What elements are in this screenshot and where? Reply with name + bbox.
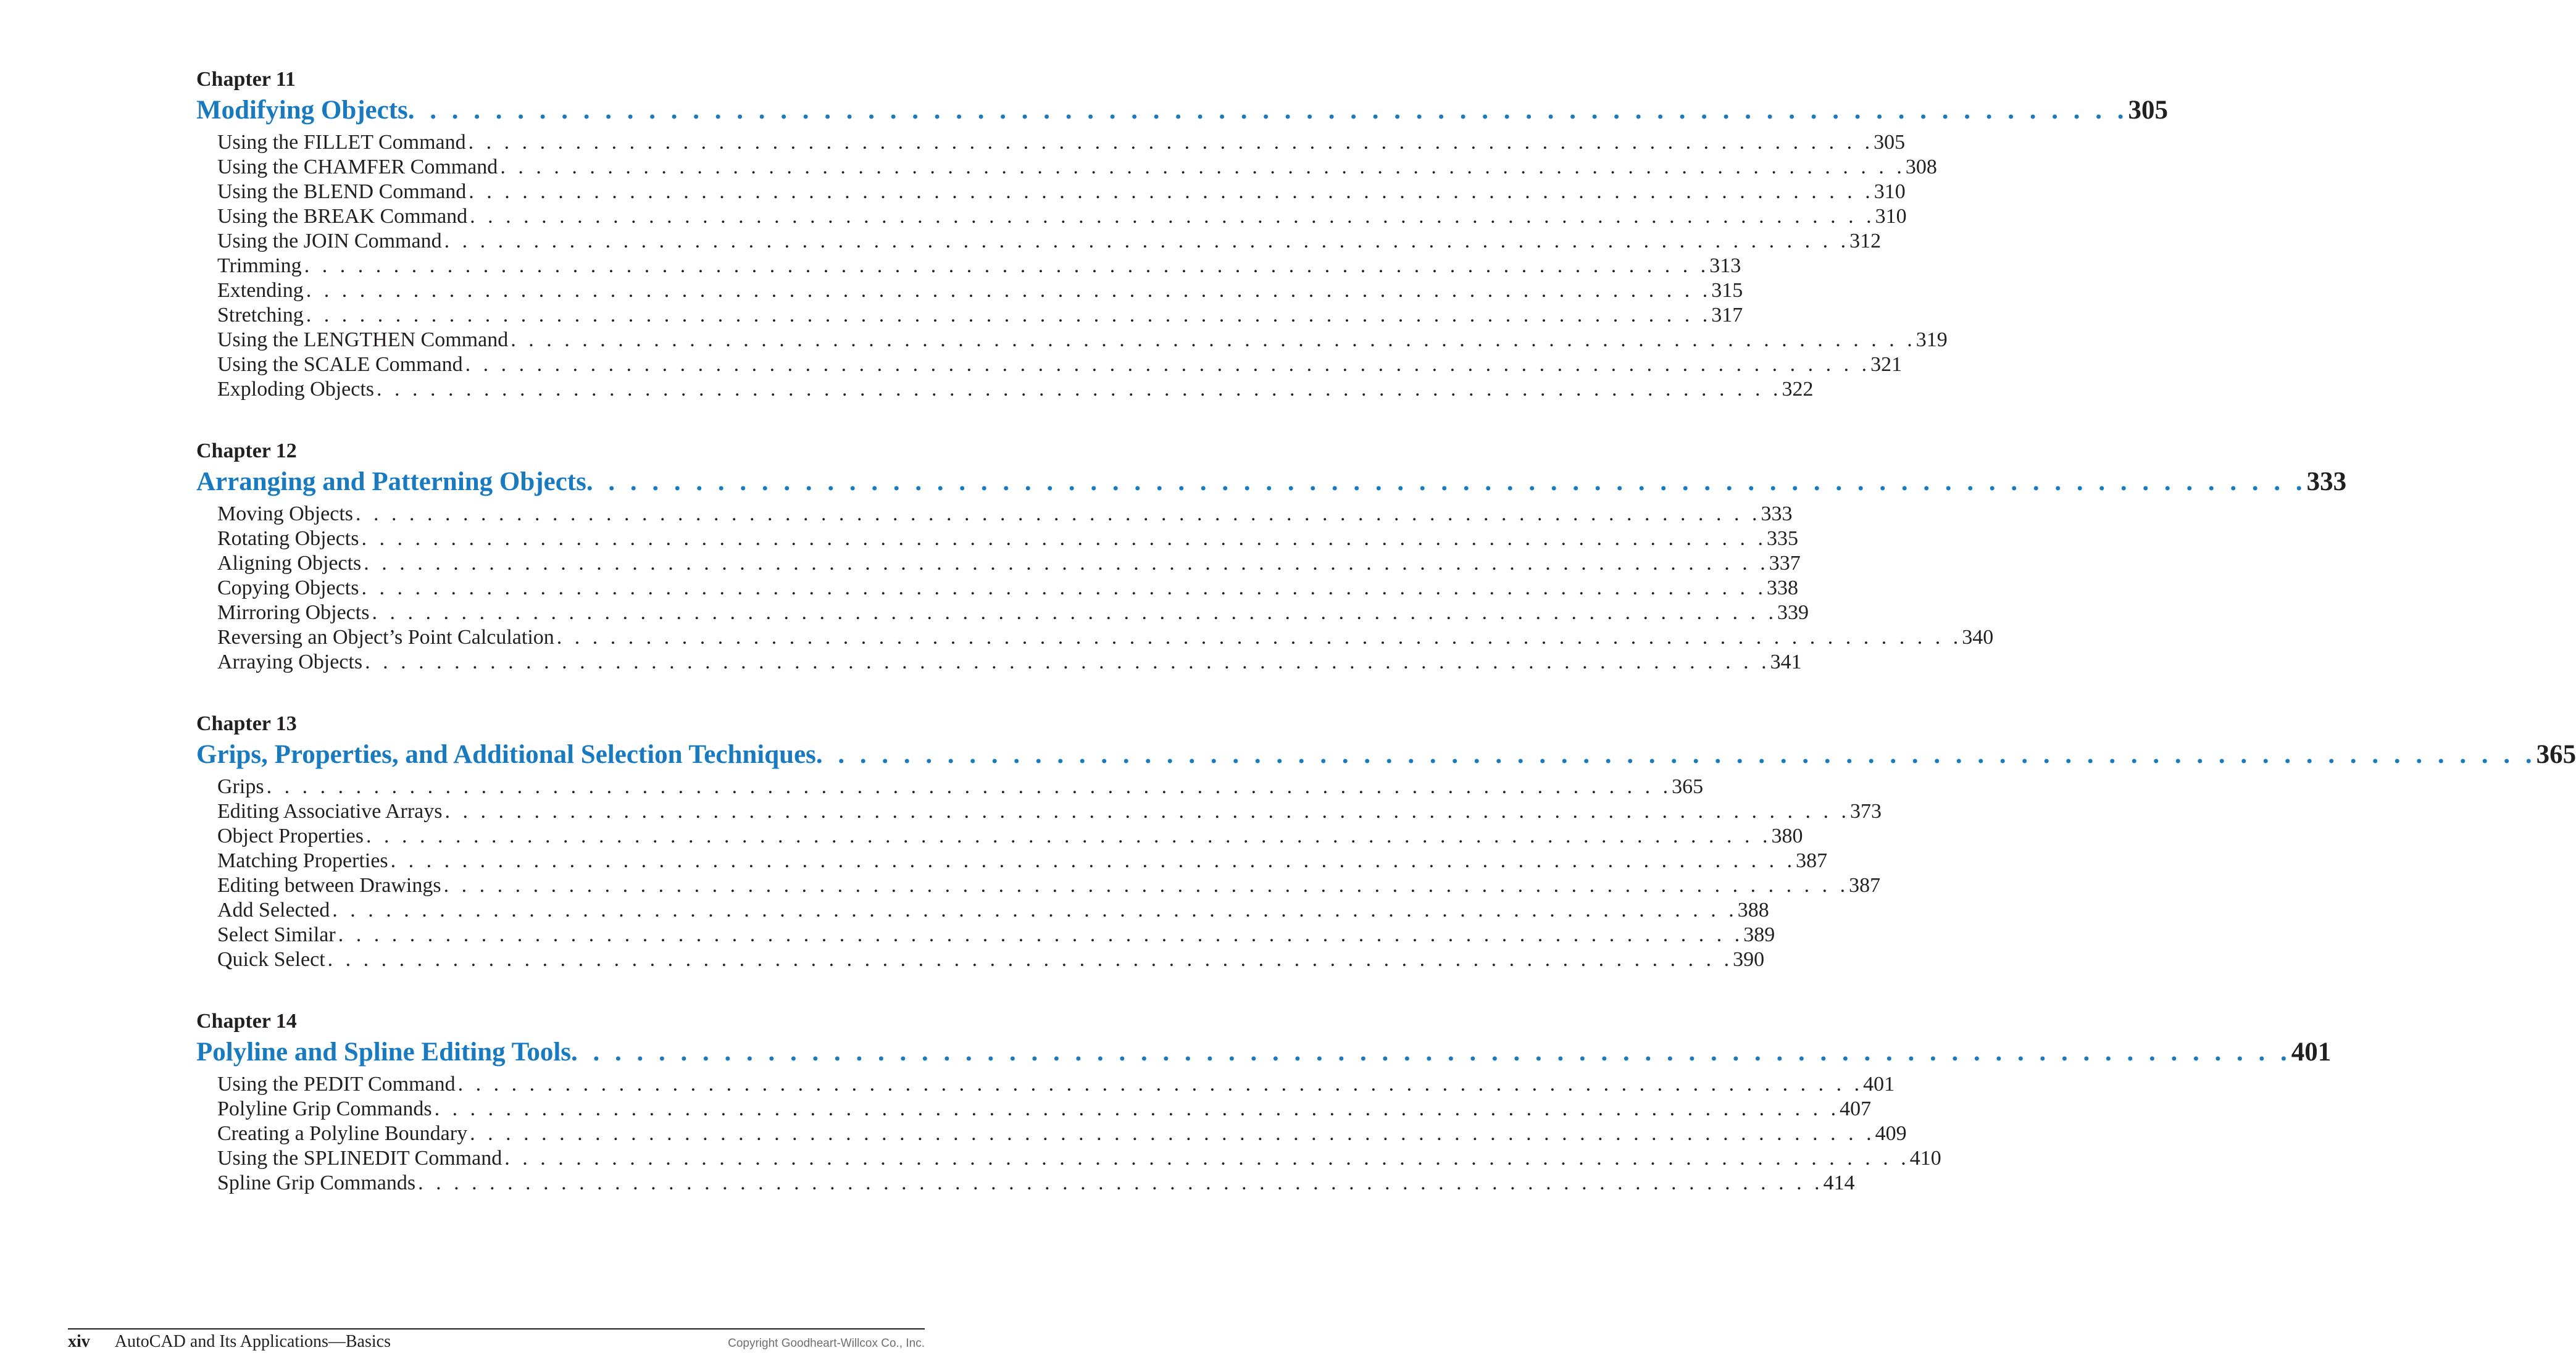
entry-title: Using the PEDIT Command bbox=[217, 1073, 456, 1096]
toc-entry[interactable] bbox=[217, 948, 1765, 973]
toc-entry[interactable] bbox=[217, 156, 1937, 180]
toc-entry[interactable] bbox=[217, 849, 1828, 874]
entry-title: Using the JOIN Command bbox=[217, 230, 442, 252]
page-folio: xiv bbox=[68, 1332, 90, 1351]
entry-page-number: 407 bbox=[1840, 1097, 1872, 1120]
entry-page-number: 373 bbox=[1850, 800, 1882, 823]
entry-title: Matching Properties bbox=[217, 849, 388, 872]
toc-entry[interactable] bbox=[217, 131, 1906, 156]
dot-leader: . . . . . . . . . . . . . . . . . . . . . . . . . . . . . . . . . . . . . . . . . . . . . . . . . . . . . . . . . . . . . . . . . . . . . . . . . . . . . . . bbox=[304, 254, 1710, 277]
entry-title: Using the SPLINEDIT Command bbox=[217, 1147, 502, 1170]
toc-entry[interactable] bbox=[217, 775, 1704, 800]
entry-page-number: 341 bbox=[1770, 651, 1802, 673]
chapter-page-number: 365 bbox=[2536, 740, 2576, 769]
entry-title: Using the BREAK Command bbox=[217, 205, 468, 228]
entry-title: Using the FILLET Command bbox=[217, 131, 466, 154]
dot-leader: . . . . . . . . . . . . . . . . . . . . . . . . . . . . . . . . . . . . . . . . . . . . . . . . . . . . . . . . . . . . . . . . . . . . . . . . . . . . . . . bbox=[586, 467, 2307, 496]
page-footer bbox=[68, 1328, 925, 1352]
toc-entry[interactable] bbox=[217, 651, 1802, 675]
dot-leader: . . . . . . . . . . . . . . . . . . . . . . . . . . . . . . . . . . . . . . . . . . . . . . . . . . . . . . . . . . . . . . . . . . . . . . . . . . . . . . . bbox=[511, 328, 1916, 351]
toc-entry[interactable] bbox=[217, 328, 1948, 353]
entry-title: Using the SCALE Command bbox=[217, 353, 463, 376]
dot-leader: . . . . . . . . . . . . . . . . . . . . . . . . . . . . . . . . . . . . . . . . . . . . . . . . . . . . . . . . . . . . . . . . . . . . . . . . . . . . . . . bbox=[364, 552, 1769, 575]
dot-leader: . . . . . . . . . . . . . . . . . . . . . . . . . . . . . . . . . . . . . . . . . . . . . . . . . . . . . . . . . . . . . . . . . . . . . . . . . . . . . . . bbox=[366, 825, 1772, 847]
entry-title: Editing Associative Arrays bbox=[217, 800, 443, 823]
entry-title: Editing between Drawings bbox=[217, 874, 441, 897]
entry-title: Using the BLEND Command bbox=[217, 180, 467, 203]
entry-page-number: 319 bbox=[1915, 328, 1948, 351]
entry-page-number: 310 bbox=[1874, 180, 1906, 203]
dot-leader: . . . . . . . . . . . . . . . . . . . . . . . . . . . . . . . . . . . . . . . . . . . . . . . . . . . . . . . . . . . . . . . . . . . . . . . . . . . . . . . bbox=[434, 1097, 1840, 1120]
entry-page-number: 310 bbox=[1875, 205, 1907, 228]
toc-entry[interactable] bbox=[217, 180, 1906, 205]
chapter-page-number: 333 bbox=[2306, 467, 2347, 496]
chapter-section bbox=[196, 711, 2576, 973]
toc-entry[interactable] bbox=[217, 923, 1775, 948]
dot-leader: . . . . . . . . . . . . . . . . . . . . . . . . . . . . . . . . . . . . . . . . . . . . . . . . . . . . . . . . . . . . . . . . . . . . . . . . . . . . . . . bbox=[338, 923, 1744, 946]
entry-page-number: 308 bbox=[1905, 156, 1937, 178]
entry-title: Grips bbox=[217, 775, 264, 798]
entry-title: Polyline Grip Commands bbox=[217, 1097, 432, 1120]
dot-leader: . . . . . . . . . . . . . . . . . . . . . . . . . . . . . . . . . . . . . . . . . . . . . . . . . . . . . . . . . . . . . . . . . . . . . . . . . . . . . . . bbox=[418, 1171, 1824, 1194]
dot-leader: . . . . . . . . . . . . . . . . . . . . . . . . . . . . . . . . . . . . . . . . . . . . . . . . . . . . . . . . . . . . . . . . . . . . . . . . . . . . . . . bbox=[361, 527, 1767, 550]
toc-entry[interactable] bbox=[217, 874, 1881, 899]
chapter-page-number: 305 bbox=[2128, 96, 2169, 125]
dot-leader: . . . . . . . . . . . . . . . . . . . . . . . . . . . . . . . . . . . . . . . . . . . . . . . . . . . . . . . . . . . . . . . . . . . . . . . . . . . . . . . bbox=[504, 1147, 1910, 1170]
dot-leader: . . . . . . . . . . . . . . . . . . . . . . . . . . . . . . . . . . . . . . . . . . . . . . . . . . . . . . . . . . . . . . . . . . . . . . . . . . . . . . . bbox=[390, 849, 1796, 872]
toc-entry[interactable] bbox=[217, 825, 1803, 849]
toc-entry[interactable] bbox=[217, 899, 1769, 923]
toc-entry[interactable] bbox=[217, 552, 1801, 576]
entry-page-number: 365 bbox=[1672, 775, 1704, 798]
chapter-title-row[interactable] bbox=[196, 739, 2576, 774]
table-of-contents bbox=[196, 67, 2576, 1232]
entry-title: Aligning Objects bbox=[217, 552, 362, 575]
entry-title: Trimming bbox=[217, 254, 302, 277]
dot-leader: . . . . . . . . . . . . . . . . . . . . . . . . . . . . . . . . . . . . . . . . . . . . . . . . . . . . . . . . . . . . . . . . . . . . . . . . . . . . . . . bbox=[457, 1073, 1864, 1096]
dot-leader: . . . . . . . . . . . . . . . . . . . . . . . . . . . . . . . . . . . . . . . . . . . . . . . . . . . . . . . . . . . . . . . . . . . . . . . . . . . . . . . bbox=[372, 601, 1777, 624]
toc-entry[interactable] bbox=[217, 230, 1882, 254]
dot-leader: . . . . . . . . . . . . . . . . . . . . . . . . . . . . . . . . . . . . . . . . . . . . . . . . . . . . . . . . . . . . . . . . . . . . . . . . . . . . . . . bbox=[500, 156, 1906, 178]
toc-entry[interactable] bbox=[217, 1171, 1855, 1196]
toc-entry[interactable] bbox=[217, 304, 1743, 328]
chapter-title-row[interactable] bbox=[196, 95, 2169, 130]
entry-page-number: 388 bbox=[1737, 899, 1769, 922]
dot-leader: . . . . . . . . . . . . . . . . . . . . . . . . . . . . . . . . . . . . . . . . . . . . . . . . . . . . . . . . . . . . . . . . . . . . . . . . . . . . . . . bbox=[469, 180, 1874, 203]
toc-entry[interactable] bbox=[217, 576, 1798, 601]
section-list bbox=[217, 131, 1948, 402]
entry-title: Object Properties bbox=[217, 825, 364, 847]
dot-leader: . . . . . . . . . . . . . . . . . . . . . . . . . . . . . . . . . . . . . . . . . . . . . . . . . . . . . . . . . . . . . . . . . . . . . . . . . . . . . . . bbox=[571, 1038, 2291, 1067]
dot-leader: . . . . . . . . . . . . . . . . . . . . . . . . . . . . . . . . . . . . . . . . . . . . . . . . . . . . . . . . . . . . . . . . . . . . . . . . . . . . . . . bbox=[327, 948, 1733, 971]
entry-page-number: 389 bbox=[1743, 923, 1775, 946]
toc-entry[interactable] bbox=[217, 279, 1743, 304]
toc-entry[interactable] bbox=[217, 601, 1809, 626]
toc-entry[interactable] bbox=[217, 1147, 1941, 1171]
entry-page-number: 337 bbox=[1769, 552, 1801, 575]
dot-leader: . . . . . . . . . . . . . . . . . . . . . . . . . . . . . . . . . . . . . . . . . . . . . . . . . . . . . . . . . . . . . . . . . . . . . . . . . . . . . . . bbox=[365, 651, 1770, 673]
entry-page-number: 401 bbox=[1863, 1073, 1895, 1096]
entry-title: Add Selected bbox=[217, 899, 330, 922]
chapter-page-number: 401 bbox=[2291, 1038, 2332, 1067]
dot-leader: . . . . . . . . . . . . . . . . . . . . . . . . . . . . . . . . . . . . . . . . . . . . . . . . . . . . . . . . . . . . . . . . . . . . . . . . . . . . . . . bbox=[356, 502, 1761, 525]
dot-leader: . . . . . . . . . . . . . . . . . . . . . . . . . . . . . . . . . . . . . . . . . . . . . . . . . . . . . . . . . . . . . . . . . . . . . . . . . . . . . . . bbox=[815, 740, 2536, 769]
entry-page-number: 410 bbox=[1909, 1147, 1941, 1170]
entry-page-number: 409 bbox=[1875, 1122, 1907, 1145]
dot-leader: . . . . . . . . . . . . . . . . . . . . . . . . . . . . . . . . . . . . . . . . . . . . . . . . . . . . . . . . . . . . . . . . . . . . . . . . . . . . . . . bbox=[465, 353, 1871, 376]
toc-entry[interactable] bbox=[217, 378, 1814, 402]
entry-page-number: 317 bbox=[1711, 304, 1743, 327]
dot-leader: . . . . . . . . . . . . . . . . . . . . . . . . . . . . . . . . . . . . . . . . . . . . . . . . . . . . . . . . . . . . . . . . . . . . . . . . . . . . . . . bbox=[444, 230, 1850, 252]
dot-leader: . . . . . . . . . . . . . . . . . . . . . . . . . . . . . . . . . . . . . . . . . . . . . . . . . . . . . . . . . . . . . . . . . . . . . . . . . . . . . . . bbox=[444, 800, 1851, 823]
entry-title: Extending bbox=[217, 279, 304, 302]
chapter-section bbox=[196, 438, 2347, 675]
entry-page-number: 333 bbox=[1761, 502, 1793, 525]
chapter-title: Polyline and Spline Editing Tools bbox=[196, 1038, 572, 1067]
entry-page-number: 380 bbox=[1771, 825, 1803, 847]
dot-leader: . . . . . . . . . . . . . . . . . . . . . . . . . . . . . . . . . . . . . . . . . . . . . . . . . . . . . . . . . . . . . . . . . . . . . . . . . . . . . . . bbox=[407, 96, 2128, 125]
dot-leader: . . . . . . . . . . . . . . . . . . . . . . . . . . . . . . . . . . . . . . . . . . . . . . . . . . . . . . . . . . . . . . . . . . . . . . . . . . . . . . . bbox=[468, 131, 1874, 154]
toc-entry[interactable] bbox=[217, 254, 1741, 279]
chapter-title: Modifying Objects bbox=[196, 96, 408, 125]
toc-entry[interactable] bbox=[217, 205, 1907, 230]
copyright-notice: Copyright Goodheart-Willcox Co., Inc. bbox=[728, 1337, 925, 1350]
dot-leader: . . . . . . . . . . . . . . . . . . . . . . . . . . . . . . . . . . . . . . . . . . . . . . . . . . . . . . . . . . . . . . . . . . . . . . . . . . . . . . . bbox=[443, 874, 1849, 897]
entry-title: Arraying Objects bbox=[217, 651, 363, 673]
dot-leader: . . . . . . . . . . . . . . . . . . . . . . . . . . . . . . . . . . . . . . . . . . . . . . . . . . . . . . . . . . . . . . . . . . . . . . . . . . . . . . . bbox=[556, 626, 1962, 649]
chapter-title: Grips, Properties, and Additional Selection Techniques bbox=[196, 740, 816, 769]
chapter-title-row[interactable] bbox=[196, 1037, 2332, 1071]
dot-leader: . . . . . . . . . . . . . . . . . . . . . . . . . . . . . . . . . . . . . . . . . . . . . . . . . . . . . . . . . . . . . . . . . . . . . . . . . . . . . . . bbox=[306, 304, 1712, 327]
chapter-title-row[interactable] bbox=[196, 467, 2347, 501]
entry-title: Copying Objects bbox=[217, 576, 359, 599]
entry-title: Mirroring Objects bbox=[217, 601, 370, 624]
entry-page-number: 315 bbox=[1711, 279, 1743, 302]
chapter-label: Chapter 11 bbox=[196, 68, 296, 91]
entry-title: Select Similar bbox=[217, 923, 336, 946]
entry-title: Stretching bbox=[217, 304, 304, 327]
entry-page-number: 322 bbox=[1782, 378, 1814, 401]
toc-entry[interactable] bbox=[217, 527, 1798, 552]
section-list bbox=[217, 775, 1882, 973]
section-list bbox=[217, 1073, 1941, 1196]
entry-title: Quick Select bbox=[217, 948, 325, 971]
book-title: AutoCAD and Its Applications—Basics bbox=[114, 1332, 391, 1351]
toc-entry[interactable] bbox=[217, 1122, 1907, 1147]
toc-entry[interactable] bbox=[217, 800, 1882, 825]
dot-leader: . . . . . . . . . . . . . . . . . . . . . . . . . . . . . . . . . . . . . . . . . . . . . . . . . . . . . . . . . . . . . . . . . . . . . . . . . . . . . . . bbox=[470, 1122, 1875, 1145]
entry-page-number: 305 bbox=[1874, 131, 1906, 154]
chapter-title: Arranging and Patterning Objects bbox=[196, 467, 586, 496]
toc-entry[interactable] bbox=[217, 353, 1903, 378]
entry-page-number: 312 bbox=[1849, 230, 1882, 252]
entry-page-number: 313 bbox=[1709, 254, 1741, 277]
section-list bbox=[217, 502, 1994, 675]
entry-page-number: 339 bbox=[1777, 601, 1809, 624]
entry-title: Reversing an Object’s Point Calculation bbox=[217, 626, 554, 649]
entry-page-number: 387 bbox=[1796, 849, 1828, 872]
dot-leader: . . . . . . . . . . . . . . . . . . . . . . . . . . . . . . . . . . . . . . . . . . . . . . . . . . . . . . . . . . . . . . . . . . . . . . . . . . . . . . . bbox=[377, 378, 1782, 401]
entry-page-number: 321 bbox=[1870, 353, 1903, 376]
entry-title: Moving Objects bbox=[217, 502, 354, 525]
toc-entry[interactable] bbox=[217, 626, 1994, 651]
dot-leader: . . . . . . . . . . . . . . . . . . . . . . . . . . . . . . . . . . . . . . . . . . . . . . . . . . . . . . . . . . . . . . . . . . . . . . . . . . . . . . . bbox=[332, 899, 1738, 922]
entry-title: Rotating Objects bbox=[217, 527, 359, 550]
dot-leader: . . . . . . . . . . . . . . . . . . . . . . . . . . . . . . . . . . . . . . . . . . . . . . . . . . . . . . . . . . . . . . . . . . . . . . . . . . . . . . . bbox=[470, 205, 1875, 228]
entry-title: Creating a Polyline Boundary bbox=[217, 1122, 468, 1145]
toc-entry[interactable] bbox=[217, 502, 1793, 527]
chapter-section bbox=[196, 67, 2169, 402]
dot-leader: . . . . . . . . . . . . . . . . . . . . . . . . . . . . . . . . . . . . . . . . . . . . . . . . . . . . . . . . . . . . . . . . . . . . . . . . . . . . . . . bbox=[266, 775, 1672, 798]
entry-title: Using the LENGTHEN Command bbox=[217, 328, 509, 351]
entry-page-number: 335 bbox=[1766, 527, 1798, 550]
dot-leader: . . . . . . . . . . . . . . . . . . . . . . . . . . . . . . . . . . . . . . . . . . . . . . . . . . . . . . . . . . . . . . . . . . . . . . . . . . . . . . . bbox=[361, 576, 1767, 599]
chapter-label: Chapter 12 bbox=[196, 439, 297, 462]
toc-entry[interactable] bbox=[217, 1097, 1872, 1122]
entry-page-number: 387 bbox=[1849, 874, 1881, 897]
entry-title: Exploding Objects bbox=[217, 378, 375, 401]
dot-leader: . . . . . . . . . . . . . . . . . . . . . . . . . . . . . . . . . . . . . . . . . . . . . . . . . . . . . . . . . . . . . . . . . . . . . . . . . . . . . . . bbox=[306, 279, 1712, 302]
entry-page-number: 390 bbox=[1733, 948, 1765, 971]
toc-entry[interactable] bbox=[217, 1073, 1895, 1097]
entry-page-number: 340 bbox=[1962, 626, 1994, 649]
chapter-label: Chapter 13 bbox=[196, 712, 297, 735]
entry-title: Spline Grip Commands bbox=[217, 1171, 416, 1194]
entry-title: Using the CHAMFER Command bbox=[217, 156, 498, 178]
chapter-label: Chapter 14 bbox=[196, 1010, 297, 1033]
entry-page-number: 338 bbox=[1766, 576, 1798, 599]
chapter-section bbox=[196, 1009, 2332, 1196]
entry-page-number: 414 bbox=[1823, 1171, 1855, 1194]
